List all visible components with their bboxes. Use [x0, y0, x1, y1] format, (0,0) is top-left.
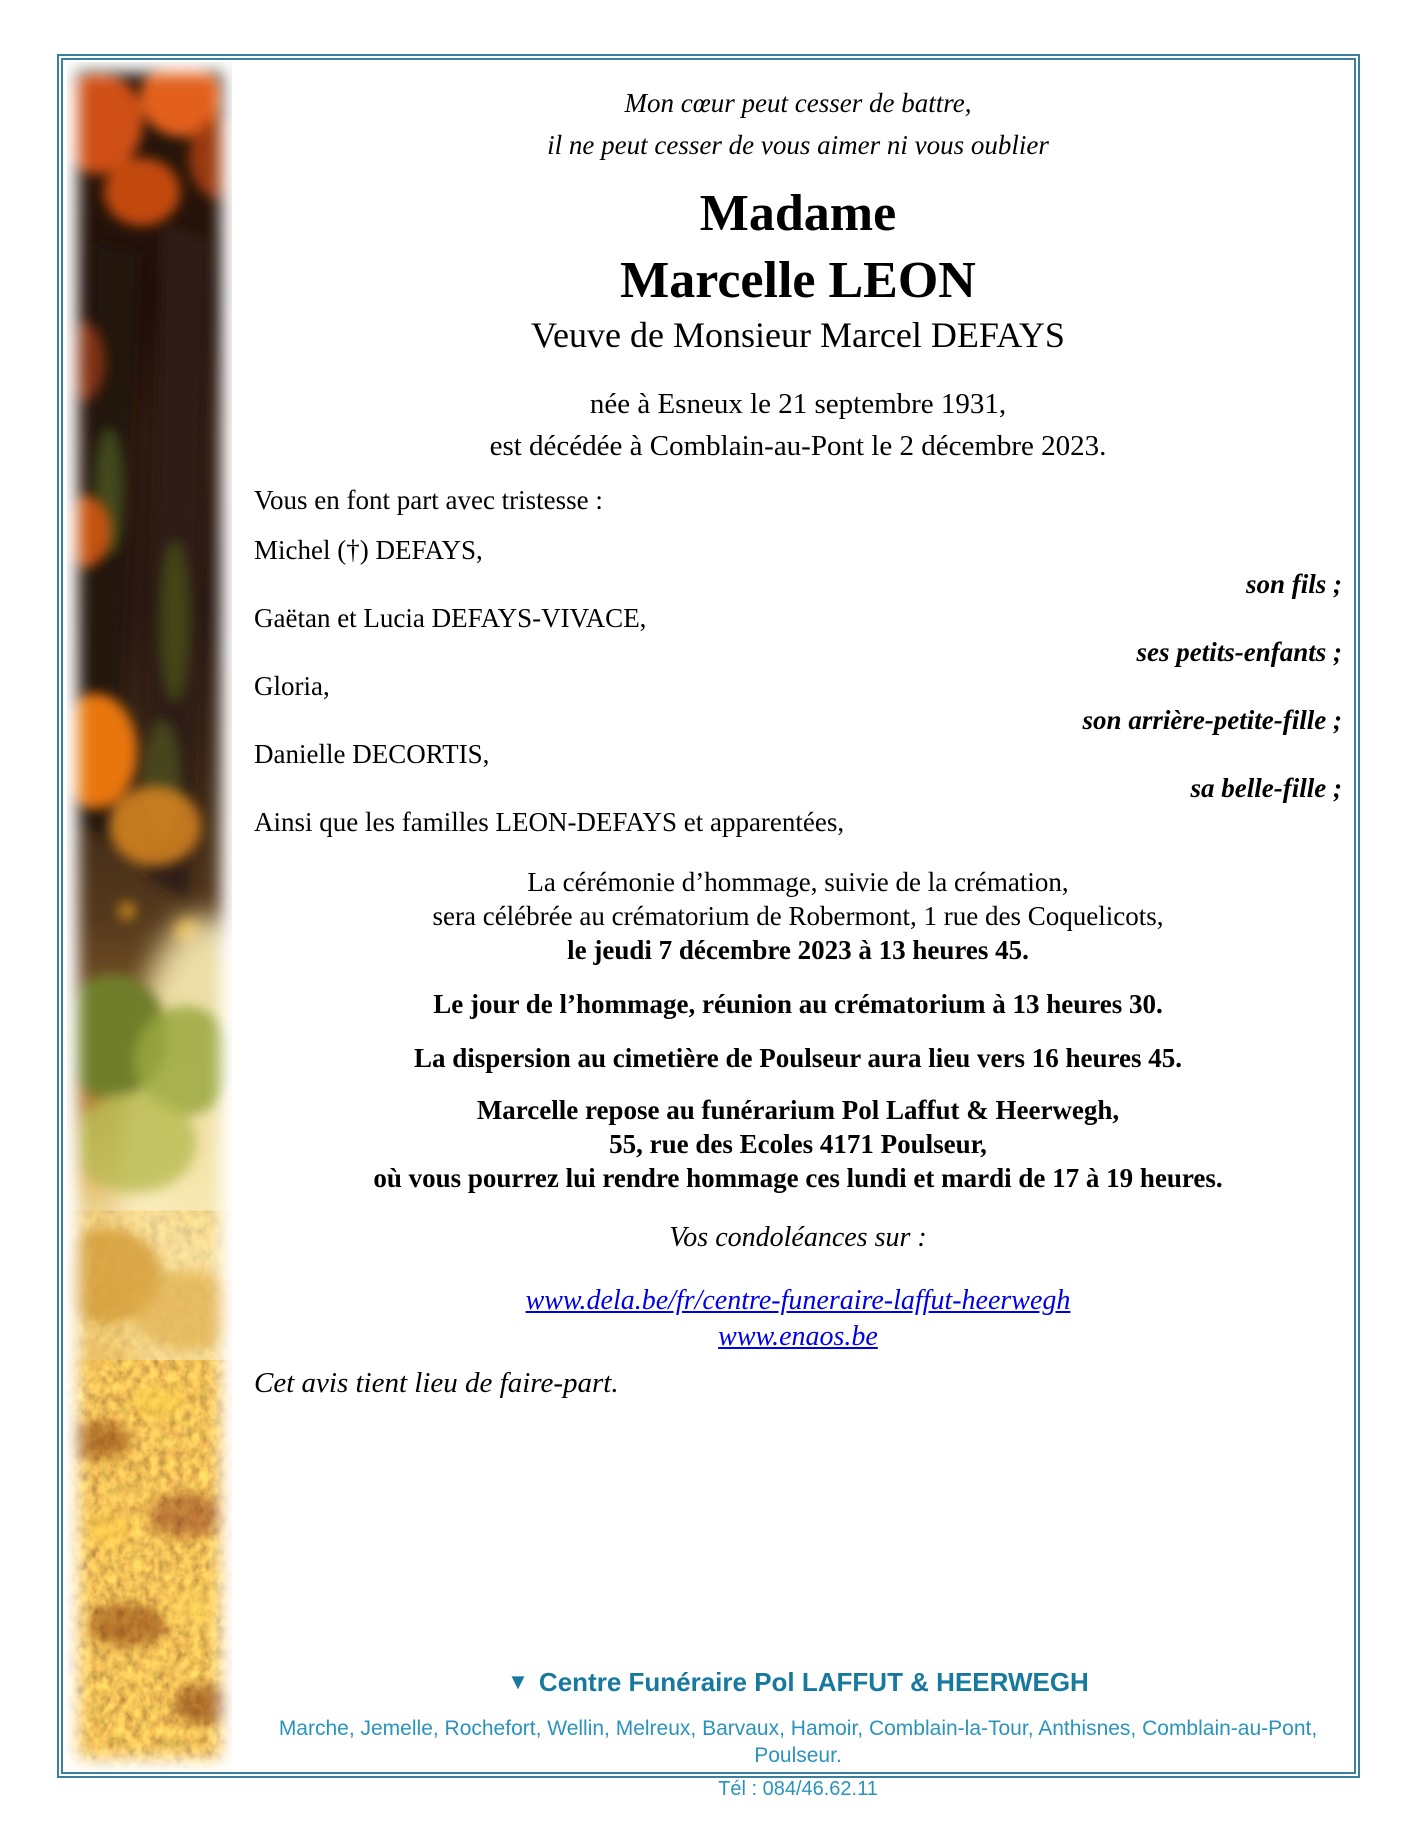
repose-line1: Marcelle repose au funérarium Pol Laffut & Heerwegh,: [476, 1095, 1120, 1125]
relative-names: Michel (†) DEFAYS,: [254, 535, 483, 565]
death-line: est décédée à Comblain-au-Pont le 2 décembre 2023.: [489, 430, 1107, 462]
ceremony-line2: sera célébrée au crématorium de Robermont, 1 rue des Coquelicots,: [432, 901, 1164, 931]
repose-line2: 55, rue des Ecoles 4171 Poulseur,: [609, 1129, 987, 1159]
ceremony-date-time: le jeudi 7 décembre 2023 à 13 heures 45.: [567, 935, 1029, 965]
birth-line: née à Esneux le 21 septembre 1931,: [589, 388, 1007, 420]
families-line: Ainsi que les familles LEON-DEFAYS et apparentées,: [254, 807, 845, 837]
triangle-icon: ▼: [507, 1669, 529, 1694]
relative-relation: ses petits-enfants ;: [1136, 637, 1342, 667]
funeral-home-name: Centre Funéraire Pol LAFFUT & HEERWEGH: [538, 1667, 1089, 1697]
deceased-name: Marcelle LEON: [620, 252, 976, 309]
dispersion-line: La dispersion au cimetière de Poulseur aura lieu vers 16 heures 45.: [414, 1043, 1182, 1073]
condolence-link-dela[interactable]: www.dela.be/fr/centre-funeraire-laffut-heerwegh: [525, 1285, 1071, 1316]
autumn-path-photo: [67, 62, 232, 1770]
repose-line3: où vous pourrez lui rendre hommage ces lundi et mardi de 17 à 19 heures.: [373, 1163, 1223, 1193]
relative-relation: son fils ;: [1245, 569, 1342, 599]
deceased-title: Madame: [699, 185, 897, 242]
obituary-content: [232, 60, 1354, 1800]
widow-line: Veuve de Monsieur Marcel DEFAYS: [531, 315, 1065, 355]
condolence-links: [254, 1283, 1342, 1355]
relative-relation: son arrière-petite-fille ;: [1082, 705, 1342, 735]
obituary-card: [57, 54, 1360, 1800]
relative-relation: sa belle-fille ;: [1190, 773, 1342, 803]
quote-line1: Mon cœur peut cesser de battre,: [624, 88, 972, 118]
relative-names: Gaëtan et Lucia DEFAYS-VIVACE,: [254, 603, 647, 633]
funeral-home-brand: [254, 1665, 1342, 1701]
birth-death-dates: [254, 383, 1342, 467]
funeral-home-phone: Tél : 084/46.62.11: [718, 1778, 878, 1800]
relative-names: Danielle DECORTIS,: [254, 739, 490, 769]
funeral-home-locations: Marche, Jemelle, Rochefort, Wellin, Melreux, Barvaux, Hamoir, Comblain-la-Tour, Anthisnes, Comblain-au-Pont, Poulseur.: [278, 1717, 1318, 1767]
deceased-name-block: [254, 180, 1342, 314]
relative-names: Gloria,: [254, 671, 330, 701]
condolences-label: Vos condoléances sur :: [669, 1222, 927, 1253]
funeral-home-footer: [254, 1665, 1342, 1801]
notice-line: Cet avis tient lieu de faire-part.: [254, 1367, 619, 1399]
relatives-list: [254, 533, 1342, 839]
condolence-link-enaos[interactable]: www.enaos.be: [718, 1321, 878, 1352]
meeting-line: Le jour de l’hommage, réunion au crématorium à 13 heures 30.: [433, 989, 1163, 1019]
repose-details: [254, 1093, 1342, 1195]
ceremony-line1: La cérémonie d’hommage, suivie de la crémation,: [527, 867, 1069, 897]
announcement-intro: Vous en font part avec tristesse :: [254, 485, 603, 515]
ceremony-details: [254, 865, 1342, 967]
opening-quote: [254, 82, 1342, 166]
autumn-path-illustration: [67, 62, 232, 1770]
quote-line2: il ne peut cesser de vous aimer ni vous oublier: [547, 130, 1049, 160]
